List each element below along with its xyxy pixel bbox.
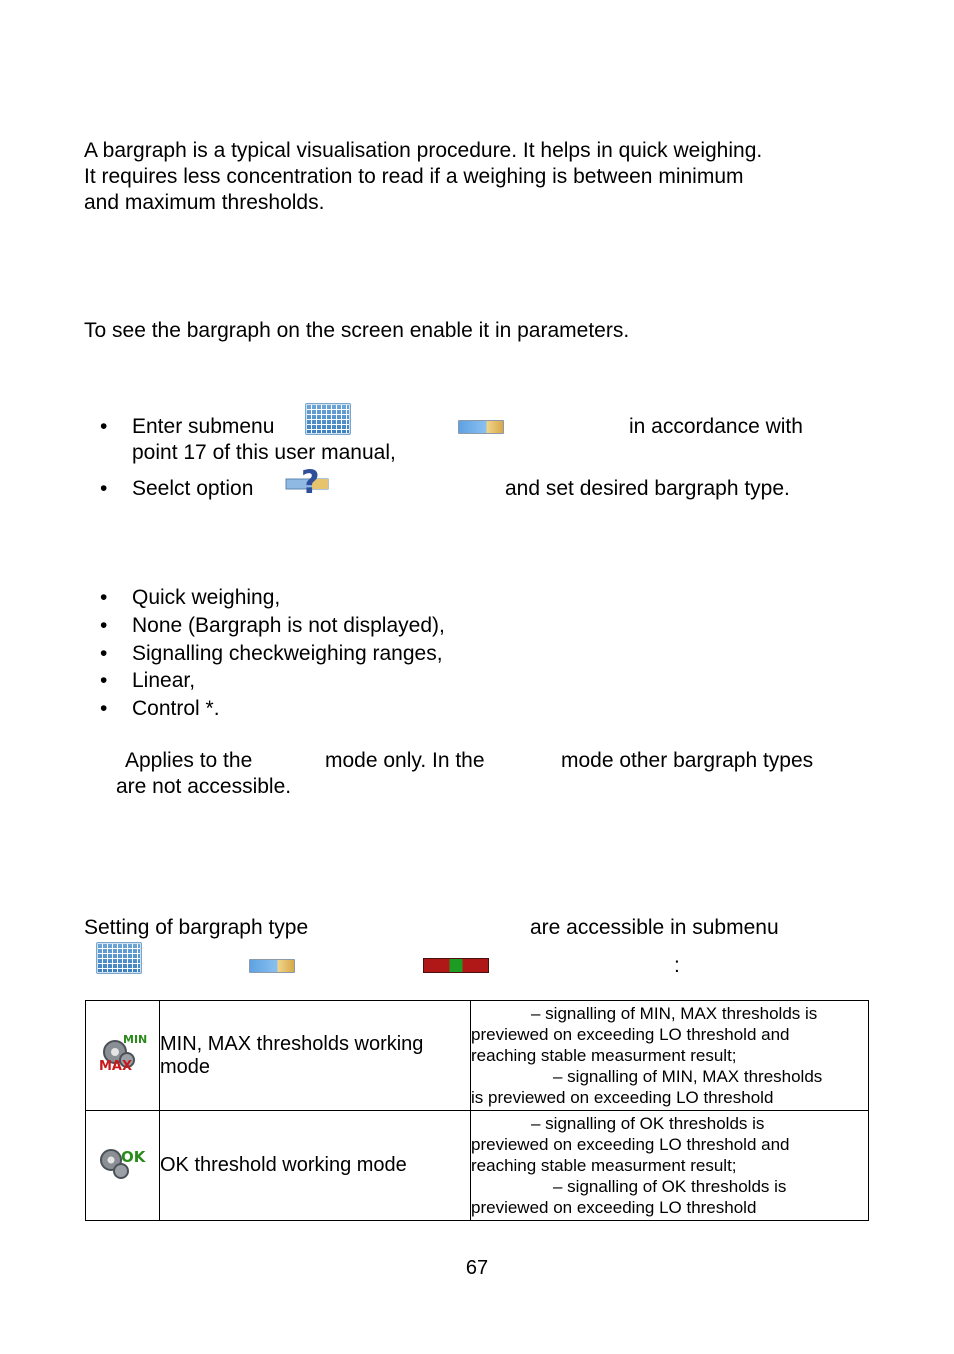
red-green-bargraph-icon: [423, 958, 489, 973]
desc-line: – signalling of OK thresholds is: [531, 1114, 765, 1133]
type-label: Linear,: [132, 669, 196, 692]
desc-line: – signalling of OK thresholds is: [553, 1177, 787, 1196]
step-1: [100, 414, 275, 440]
dual-bar-icon: [458, 420, 504, 434]
bullet-dot: •: [100, 586, 108, 609]
type-label: Quick weighing,: [132, 586, 281, 609]
bullet-dot: •: [100, 669, 108, 692]
footnote-part2: mode only. In the: [325, 749, 485, 772]
desc-line: previewed on exceeding LO threshold: [471, 1198, 757, 1217]
svg-text:?: ?: [301, 465, 320, 499]
type-item: [100, 641, 443, 667]
desc-line: is previewed on exceeding LO threshold: [471, 1088, 774, 1107]
svg-text:MAX: MAX: [98, 1059, 132, 1074]
type-item: [100, 668, 196, 694]
footnote-line2: are not accessible.: [116, 775, 292, 798]
svg-text:MIN: MIN: [122, 1033, 147, 1046]
setting-a: Setting of bargraph type: [84, 916, 309, 939]
ok-gears-icon: [97, 1140, 149, 1186]
page-number: 67: [465, 1257, 489, 1279]
type-label: Control *.: [132, 697, 220, 720]
step-1-text: Enter submenu: [132, 415, 275, 438]
setting-b: are accessible in submenu: [530, 916, 779, 939]
mode-name: MIN, MAX thresholds working mode: [160, 1001, 471, 1111]
desc-line: – signalling of MIN, MAX thresholds: [553, 1067, 823, 1086]
bullet-dot: •: [100, 642, 108, 665]
intro-line-2: It requires less concentration to read if a weighing is between minimum: [84, 165, 744, 188]
desc-line: reaching stable measurment result;: [471, 1156, 737, 1175]
desc-line: previewed on exceeding LO threshold and: [471, 1135, 790, 1154]
step-2: [100, 476, 254, 502]
grid-icon: [96, 942, 142, 974]
footnote-part3: mode other bargraph types: [561, 749, 814, 772]
step-2-text-b: and set desired bargraph type.: [505, 477, 790, 500]
question-icon: [284, 465, 330, 499]
bullet-dot: •: [100, 477, 108, 500]
type-item: [100, 585, 281, 611]
bullet-dot: •: [100, 697, 108, 720]
type-item: [100, 613, 445, 639]
setting-colon: :: [674, 954, 680, 977]
desc-line: – signalling of MIN, MAX thresholds is: [531, 1004, 818, 1023]
footnote-part1: Applies to the: [125, 749, 253, 772]
threshold-modes-table: [85, 1000, 869, 1221]
icon-cell: [86, 1001, 160, 1111]
type-label: None (Bargraph is not displayed),: [132, 614, 445, 637]
mode-description: [471, 1001, 869, 1111]
intro-line-1: A bargraph is a typical visualisation procedure. It helps in quick weighing.: [84, 139, 763, 162]
step-1-text-c: point 17 of this user manual,: [132, 441, 396, 464]
desc-line: reaching stable measurment result;: [471, 1046, 737, 1065]
bullet-dot: •: [100, 614, 108, 637]
grid-icon: [305, 403, 351, 435]
svg-text:OK: OK: [120, 1148, 145, 1166]
min-max-gears-icon: [97, 1030, 149, 1076]
type-item: [100, 696, 220, 722]
enable-note: To see the bargraph on the screen enable it in parameters.: [84, 319, 630, 342]
type-label: Signalling checkweighing ranges,: [132, 642, 443, 665]
dual-bar-icon: [249, 959, 295, 973]
table-row: [86, 1111, 869, 1221]
intro-line-3: and maximum thresholds.: [84, 191, 325, 214]
bullet-dot: •: [100, 415, 108, 438]
icon-cell: [86, 1111, 160, 1221]
desc-line: previewed on exceeding LO threshold and: [471, 1025, 790, 1044]
mode-description: [471, 1111, 869, 1221]
mode-name: OK threshold working mode: [160, 1111, 471, 1221]
step-2-text: Seelct option: [132, 477, 254, 500]
table-row: [86, 1001, 869, 1111]
step-1-text-b: in accordance with: [629, 415, 803, 438]
